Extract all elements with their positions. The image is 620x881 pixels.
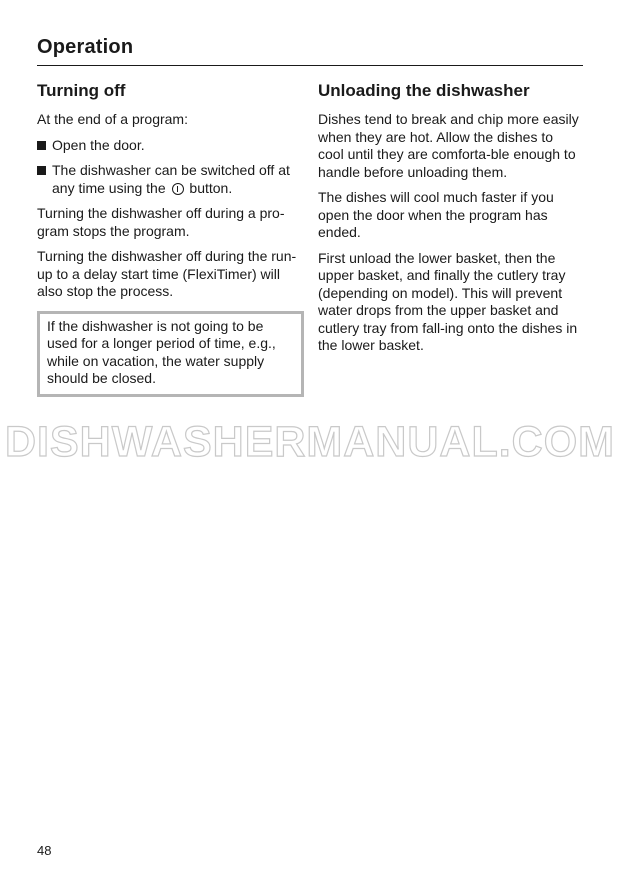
bullet-text: Open the door. xyxy=(52,136,145,153)
list-item xyxy=(37,137,303,155)
list-item xyxy=(37,162,303,197)
header-divider xyxy=(37,65,583,66)
paragraph: The dishes will cool much faster if you open the door when the program has ended. xyxy=(318,189,554,240)
bullet-square-icon xyxy=(37,166,46,175)
bullet-square-icon xyxy=(37,141,46,150)
page-header xyxy=(37,36,583,59)
paragraph: Turning the dishwasher off during the run-up to a delay start time (FlexiTimer) will also stop the process. xyxy=(37,248,297,299)
note-text: If the dishwasher is not going to be used for a longer period of time, e.g., while on vacation, the water supply should be closed. xyxy=(47,317,276,386)
paragraph: First unload the lower basket, then the upper basket, and finally the cutlery tray (depending on model). This will prevent water drops from the upper basket and cutlery tray from fall-ing onto the dishes in the lower basket. xyxy=(318,249,578,353)
section-heading-unloading: Unloading the dishwasher xyxy=(318,81,530,100)
bullet-list xyxy=(37,137,303,198)
bullet-text: button. xyxy=(189,179,233,196)
power-icon xyxy=(172,183,184,195)
page-title: Operation xyxy=(37,36,134,58)
note-box xyxy=(37,311,304,397)
watermark: DISHWASHERMANUAL.COM xyxy=(4,418,616,466)
bullet-text: The dishwasher can be switched off at any time using the xyxy=(52,162,290,196)
intro-text: At the end of a program: xyxy=(37,111,188,127)
paragraph: Turning the dishwasher off during a pro-gram stops the program. xyxy=(37,205,285,239)
paragraph: Dishes tend to break and chip more easily when they are hot. Allow the dishes to cool until they are comforta-ble enough to handle before unloading them. xyxy=(318,111,579,180)
page-number: 48 xyxy=(37,843,52,858)
left-column xyxy=(37,80,303,397)
right-column xyxy=(318,80,580,363)
section-heading-turning-off: Turning off xyxy=(37,81,126,100)
